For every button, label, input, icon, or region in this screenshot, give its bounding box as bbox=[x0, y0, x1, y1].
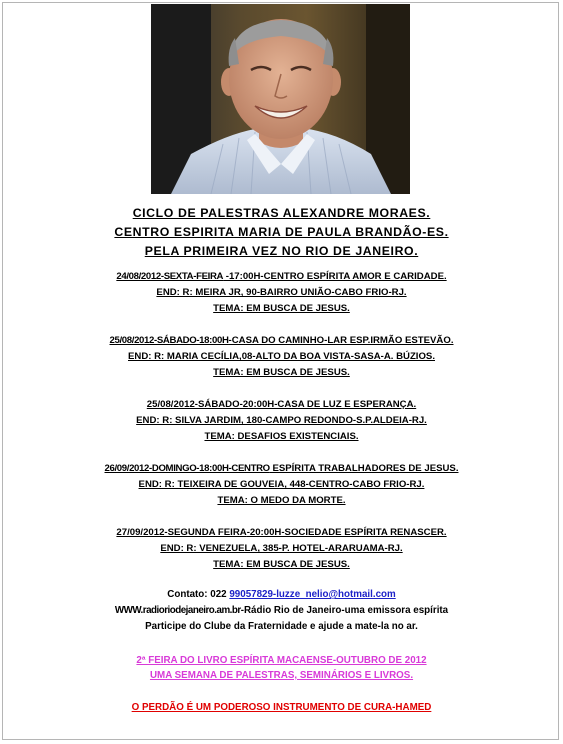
event-4 bbox=[0, 461, 563, 509]
event-venue: -20:00H-SOCIEDADE ESPÍRITA RENASCER. bbox=[246, 527, 447, 538]
event-address: END: R: VENEZUELA, 385-P. HOTEL-ARARUAMA-RJ. bbox=[160, 543, 403, 554]
flyer-content bbox=[0, 204, 563, 713]
event-date: 26/09/2012-DOMINGO-18:00H-CENTRO bbox=[104, 463, 270, 474]
event-theme: TEMA: DESAFIOS EXISTENCIAIS. bbox=[204, 431, 359, 442]
event-address: END: R: TEIXEIRA DE GOUVEIA, 448-CENTRO-CABO FRIO-RJ. bbox=[138, 479, 425, 490]
contact-label: Contato: 022 bbox=[167, 589, 230, 600]
contact-line bbox=[0, 587, 563, 603]
header-titles bbox=[0, 204, 563, 261]
title-line-3: PELA PRIMEIRA VEZ NO RIO DE JANEIRO. bbox=[144, 244, 419, 258]
event-2 bbox=[0, 333, 563, 381]
radio-description: -Rádio Rio de Janeiro-uma emissora espírita bbox=[240, 605, 449, 616]
event-date: 27/09/2012-SEGUNDA FEIRA bbox=[116, 527, 247, 538]
event-theme: TEMA: EM BUSCA DE JESUS. bbox=[213, 303, 350, 314]
event-address: END: R: MEIRA JR, 90-BAIRRO UNIÃO-CABO FRIO-RJ. bbox=[156, 287, 407, 298]
event-venue: -CASA DO CAMINHO-LAR ESP.IRMÃO ESTEVÃO. bbox=[228, 335, 454, 346]
event-1 bbox=[0, 269, 563, 317]
book-fair-line-2: UMA SEMANA DE PALESTRAS, SEMINÁRIOS E LIVROS. bbox=[149, 670, 414, 681]
event-address: END: R: SILVA JARDIM, 180-CAMPO REDONDO-S.P.ALDEIA-RJ. bbox=[136, 415, 427, 426]
event-date-venue bbox=[0, 461, 563, 477]
book-fair-line-1: 2ª FEIRA DO LIVRO ESPÍRITA MACAENSE-OUTUBRO DE 2012 bbox=[136, 655, 427, 666]
speaker-photo bbox=[151, 4, 410, 194]
contact-block bbox=[0, 587, 563, 635]
event-date-venue bbox=[0, 333, 563, 349]
title-line-1: CICLO DE PALESTRAS ALEXANDRE MORAES. bbox=[132, 206, 431, 220]
radio-website-link[interactable]: WWW.radioriodejaneiro.am.br bbox=[114, 605, 241, 616]
event-address: END: R: MARIA CECÍLIA,08-ALTO DA BOA VISTA-SASA-A. BÚZIOS. bbox=[128, 351, 435, 362]
event-venue: -20:00H-CASA DE LUZ E ESPERANÇA. bbox=[239, 399, 417, 410]
event-theme: TEMA: EM BUSCA DE JESUS. bbox=[213, 367, 350, 378]
event-date: 24/08/2012-SEXTA-FEIRA bbox=[116, 271, 224, 282]
event-3 bbox=[0, 397, 563, 445]
club-invite: Participe do Clube da Fraternidade e ajude a mate-la no ar. bbox=[145, 621, 418, 632]
event-venue: ESPÍRITA TRABALHADORES DE JESUS. bbox=[269, 463, 459, 474]
event-date-venue bbox=[0, 397, 563, 413]
event-date-venue bbox=[0, 269, 563, 285]
event-venue: -17:00H-CENTRO ESPÍRITA AMOR E CARIDADE. bbox=[223, 271, 447, 282]
event-date: 25/08/2012-SÁBADO-18:00H bbox=[109, 335, 229, 346]
closing-quote: O PERDÃO É UM PODEROSO INSTRUMENTO DE CURA-HAMED bbox=[131, 702, 432, 713]
book-fair bbox=[0, 653, 563, 683]
contact-phone-email-link[interactable]: 99057829-luzze_nelio@hotmail.com bbox=[229, 589, 396, 600]
event-5 bbox=[0, 525, 563, 573]
event-date: 25/08/2012-SÁBADO bbox=[146, 399, 240, 410]
radio-line bbox=[0, 603, 563, 619]
event-theme: TEMA: O MEDO DA MORTE. bbox=[217, 495, 346, 506]
title-line-2: CENTRO ESPIRITA MARIA DE PAULA BRANDÃO-ES. bbox=[114, 225, 449, 239]
event-theme: TEMA: EM BUSCA DE JESUS. bbox=[213, 559, 350, 570]
event-date-venue bbox=[0, 525, 563, 541]
